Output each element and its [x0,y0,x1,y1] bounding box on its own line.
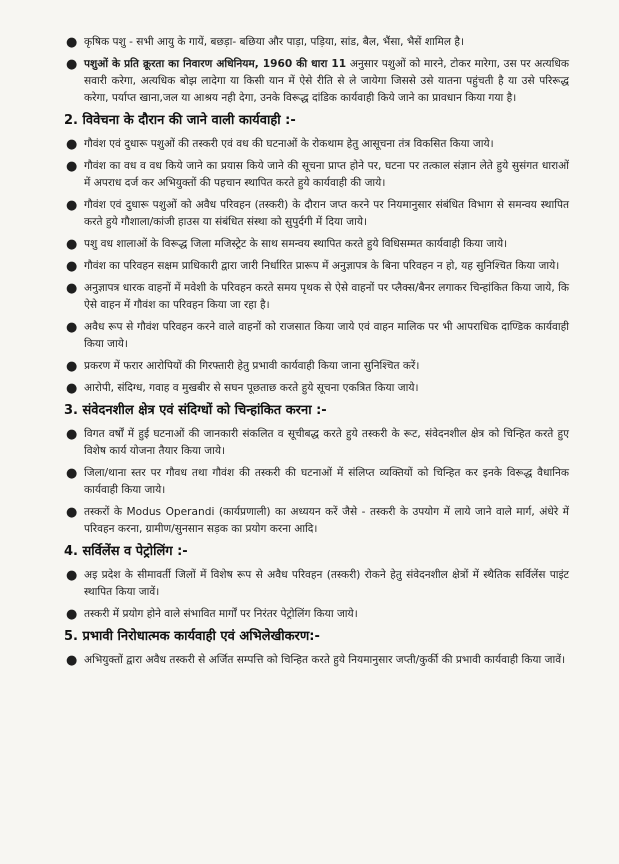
list-item: ● जिला/थाना स्तर पर गौवध तथा गौवंश की तस्करी की घटनाओं में संलिप्त व्यक्तियों को चिन्हित कर इनके विरूद्ध वैधानिक कार्यवाही किया जाये। [66,466,569,496]
bullet-icon: ● [66,427,78,442]
list-item: ● अभियुक्तों द्वारा अवैध तस्करी से अर्जित सम्पत्ति को चिन्हित करते हुये नियमानुसार जप्ती/कुर्की की प्रभावी कार्यवाही किया जावें। [66,653,566,668]
bullet-icon: ● [66,137,78,152]
bullet-icon: ● [66,607,78,622]
list-item: ● प्रकरण में फरार आरोपियों की गिरफ्तारी हेतु प्रभावी कार्यवाही किया जाना सुनिश्चित करें। [66,359,420,374]
bullet-icon: ● [66,159,78,174]
list-item: ● गौवंश का परिवहन सक्षम प्राधिकारी द्वारा जारी निर्धारित प्रारूप में अनुज्ञापत्र के बिना परिवहन न हो, यह सुनिश्चित किया जाये। [66,259,560,274]
bullet-icon: ● [66,198,78,213]
section-5 [64,628,569,669]
section-heading: 5. प्रभावी निरोधात्मक कार्यवाही एवं अभिलेखीकरण:- [64,629,320,644]
bullet-icon: ● [66,237,78,252]
list-item: ● पशु वध शालाओं के विरूद्ध जिला मजिस्ट्रेट के साथ समन्वय स्थापित करते हुये विधिसम्मत कार्यवाही किया जाये। [66,237,508,252]
bullet-icon: ● [66,35,78,50]
list-item: ● गौवंश का वध व वध किये जाने का प्रयास किये जाने की सूचना प्राप्त होने पर, घटना पर तत्काल संज्ञान लेते हुये सुसंगत धाराओं में अपराध दर्ज कर अभियुक्तों की पहचान स्थापित करते हुये कार्यवाही की जाये। [66,159,569,189]
bullet-icon: ● [66,281,78,296]
section-heading: 3. संवेदनशील क्षेत्र एवं संदिग्धों को चिन्हांकित करना :- [64,403,327,418]
act-reference: पशुओं के प्रति क्रूरता का निवारण अधिनियम, 1960 की धारा 11 [84,58,347,70]
bullet-icon: ● [66,505,78,520]
bullet-icon: ● [66,57,78,72]
bullet-icon: ● [66,381,78,396]
list-item: ● पशुओं के प्रति क्रूरता का निवारण अधिनियम, 1960 की धारा 11 अनुसार पशुओं को मारने, टोकर मारेगा, उस पर अत्यधिक सवारी करेगा, अत्यधिक बोझ लादेगा या किसी यान में ऐसे रीति से ले जायेगा जिससे उसे यातना पहुंचती है या उसे परिरूद्ध करेगा, पर्याप्त खाना,जल या आश्रय नही देगा, उनके विरूद्ध दांडिक कार्यवाही किये जाने का प्रावधान किया गया है। [66,57,569,104]
list-item: ● गौवंश एवं दुधारू पशुओं की तस्करी एवं वध की घटनाओं के रोकथाम हेतु आसूचना तंत्र विकसित किया जाये। [66,137,494,152]
list-item: ● अइ प्रदेश के सीमावर्ती जिलों में विशेष रूप से अवैध परिवहन (तस्करी) रोकने हेतु संवेदनशील क्षेत्रों में स्थैतिक सर्विलेंस पाइंट स्थापित किया जावें। [66,568,569,598]
list-item: ● तस्करी में प्रयोग होने वाले संभावित मार्गों पर निरंतर पेट्रोलिंग किया जाये। [66,607,358,622]
list-item: ● अवैध रूप से गौवंश परिवहन करने वाले वाहनों को राजसात किया जाये एवं वाहन मालिक पर भी आपराधिक दाण्डिक कार्यवाही किया जाये। [66,320,569,350]
list-item: ● तस्करों के Modus Operandi (कार्यप्रणाली) का अध्ययन करें जैसे - तस्करी के उपयोग में लाये जाने वाले मार्ग, अंधेरे में परिवहन करना, ग्रामीण/सुनसान सड़क का प्रयोग करना आदि। [66,505,569,535]
section-3 [64,402,569,538]
list-item: ● गौवंश एवं दुधारू पशुओं को अवैध परिवहन (तस्करी) के दौरान जप्त करने पर नियमानुसार संबंधित विभाग से समन्वय स्थापित करते हुये गौशाला/कांजी हाउस या संबंधित संस्था को सुपुर्दगी में दिया जाये। [66,198,569,228]
list-item: ● विगत वर्षों में हुई घटनाओं की जानकारी संकलित व सूचीबद्ध करते हुये तस्करी के रूट, संवेदनशील क्षेत्र को चिन्हित करते हुए विशेष कार्य योजना तैयार किया जाये। [66,427,569,457]
section-4 [64,543,569,623]
bullet-icon: ● [66,466,78,481]
bullet-icon: ● [66,359,78,374]
section-heading: 4. सर्विलेंस व पेट्रोलिंग :- [64,544,188,559]
bullet-icon: ● [66,259,78,274]
section-2 [64,112,569,397]
bullet-icon: ● [66,568,78,583]
bullet-icon: ● [66,320,78,335]
list-item: ● अनुज्ञापत्र धारक वाहनों में मवेशी के परिवहन करते समय पृथक से ऐसे वाहनों पर प्लैक्स/बैनर लगाकर चिन्हांकित किया जाये, कि ऐसे वाहन में गौवंश का परिवहन किया जा रहा है। [66,281,569,311]
bullet-icon: ● [66,653,78,668]
list-item: ● कृषिक पशु - सभी आयु के गायें, बछड़ा- बछिया और पाड़ा, पड़िया, सांड, बैल, भैंसा, भैसें शामिल है। [66,35,465,50]
section-heading: 2. विवेचना के दौरान की जाने वाली कार्यवाही :- [64,113,296,128]
list-item: ● आरोपी, संदिग्ध, गवाह व मुखबीर से सघन पूछताछ करते हुये सूचना एकत्रित किया जाये। [66,381,419,396]
